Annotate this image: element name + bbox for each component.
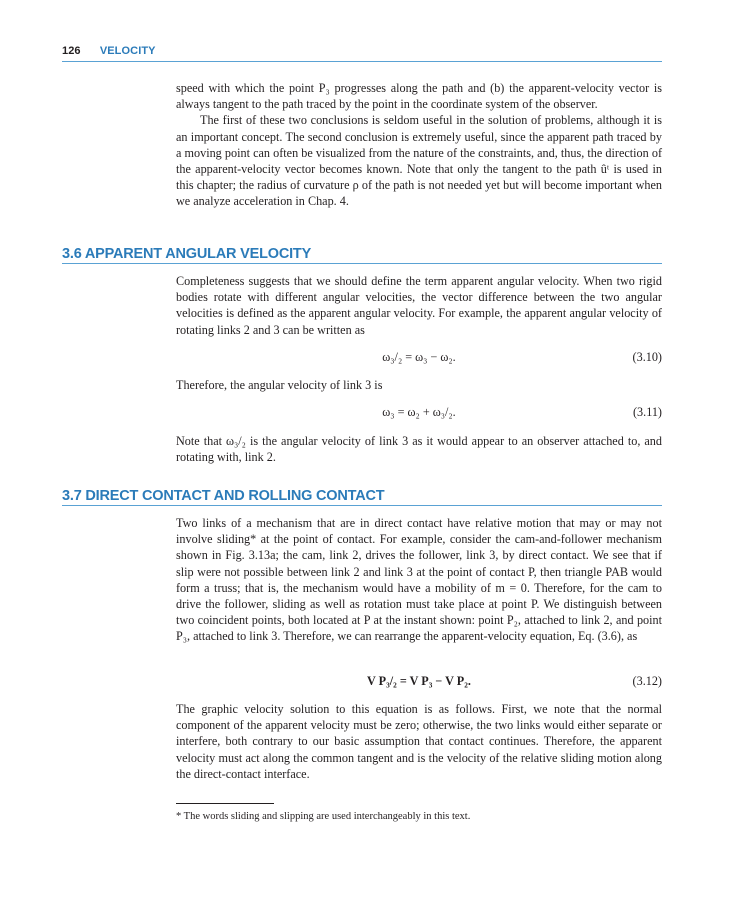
footnote-rule xyxy=(176,803,274,804)
equation-3-11 xyxy=(176,405,662,423)
section-3-6-paragraph-3 xyxy=(176,433,662,465)
equation-body: V P₃/₂ = V P₃ − V P₂. xyxy=(367,674,471,688)
header-rule xyxy=(62,61,662,62)
section-3-7-paragraph-2 xyxy=(176,701,662,782)
equation-number: (3.10) xyxy=(632,350,662,364)
section-heading-3-6: 3.6 APPARENT ANGULAR VELOCITY xyxy=(62,246,662,264)
intro-text xyxy=(176,80,662,210)
section-3-7-paragraph-1 xyxy=(176,515,662,645)
paragraph: Completeness suggests that we should define the term apparent angular velocity. When two rigid bodies rotate with different angular velocities, the vector difference between the two angular velocities is defined as the apparent angular velocity. For example, the apparent angular velocity of rotating links 2 and 3 can be written as xyxy=(176,274,662,337)
paragraph: Two links of a mechanism that are in direct contact have relative motion that may or may not involve sliding* at the point of contact. For example, consider the cam-and-follower mechanism shown in Fig. 3.13a; the cam, link 2, drives the follower, link 3, by direct contact. We see that if slip were not possible between link 2 and link 3 at the point of contact P, then triangle PAB would form a truss; that is, the mechanism would have a mobility of m = 0. Therefore, for the cam to drive the follower, sliding as well as rotation must take place at point P. We distinguish between two coincident points, both located at P at the instant shown: point P₂, attached to link 2, and point P₃, attached to link 3. Therefore, we can rearrange the apparent-velocity equation, Eq. (3.6), as xyxy=(176,516,662,644)
equation-number: (3.11) xyxy=(633,405,662,419)
equation-3-12 xyxy=(176,674,662,692)
equation-number: (3.12) xyxy=(632,674,662,688)
intro-paragraph-2: The first of these two conclusions is seldom useful in the solution of problems, although it is an important concept. The second conclusion is extremely useful, since the apparent path traced by a moving point can often be visualized from the nature of the constraints, and, thus, the direction of the apparent-velocity vector becomes known. Note that only the tangent to the path ûᵗ is used in this chapter; the radius of curvature ρ of the path is not needed yet but will become important when we analyze acceleration in Chap. 4. xyxy=(176,113,662,209)
paragraph: The graphic velocity solution to this equation is as follows. First, we note that the normal component of the apparent velocity must be zero; otherwise, the two links would either separate or interfere, both contrary to our basic assumption that contact continues. Therefore, the apparent velocity must act along the common tangent and is the velocity of the relative sliding motion along the direct-contact interface. xyxy=(176,702,662,781)
paragraph: Note that ω₃/₂ is the angular velocity of link 3 as it would appear to an observer attached to, and rotating with, link 2. xyxy=(176,434,662,465)
running-head xyxy=(62,45,662,57)
paragraph: Therefore, the angular velocity of link 3 is xyxy=(176,378,383,392)
equation-body: ω₃ = ω₂ + ω₃/₂. xyxy=(382,405,456,419)
equation-body: ω₃/₂ = ω₃ − ω₂. xyxy=(382,350,456,364)
intro-paragraph-1: speed with which the point P₃ progresses along the path and (b) the apparent-velocity vector is always tangent to the path traced by the point in the coordinate system of the observer. xyxy=(176,81,662,112)
section-heading-3-7: 3.7 DIRECT CONTACT AND ROLLING CONTACT xyxy=(62,488,662,506)
section-3-6-paragraph-2 xyxy=(176,377,662,393)
page-number: 126 xyxy=(62,45,81,57)
equation-3-10 xyxy=(176,350,662,368)
footnote: * The words sliding and slipping are used interchangeably in this text. xyxy=(176,811,471,822)
chapter-title: VELOCITY xyxy=(99,45,156,57)
section-3-6-paragraph-1 xyxy=(176,273,662,338)
